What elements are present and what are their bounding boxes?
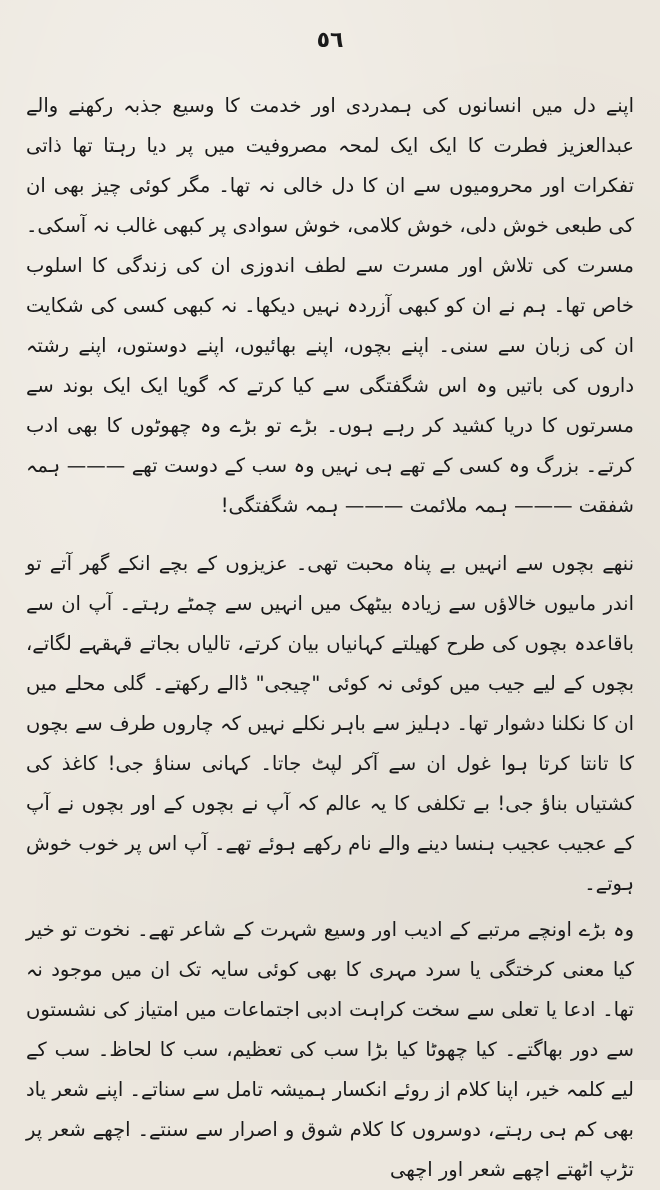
page-number: ٥٦: [316, 28, 344, 53]
paragraph-3: وہ بڑے اونچے مرتبے کے ادیب اور وسیع شہرت کے شاعر تھے۔ نخوت تو خیر کیا معنی کرختگی یا سرد مہری کا بھی کوئی سایہ تک ان میں موجود نہ تھا۔ ادعا یا تعلی سے سخت کراہت ادبی اجتماعات میں امتیاز کی نشستوں سے دور بھاگتے۔ کیا چھوٹا کیا بڑا سب کی تعظیم، سب کا لحاظ۔ سب کے لیے کلمہ خیر، اپنا کلام از روئے انکسار ہمیشہ تامل سے سناتے۔ اپنے شعر یاد بھی کم ہی رہتے، دوسروں کا کلام شوق و اصرار سے سنتے۔ اچھے شعر پر تڑپ اٹھتے اچھے شعر اور اچھی: [26, 918, 634, 1181]
page-body: [26, 86, 634, 1190]
paragraph-2: ننھے بچوں سے انہیں بے پناہ محبت تھی۔ عزیزوں کے بچے انکے گھر آتے تو اندر ماںیوں خالاؤں سے زیادہ بیٹھک میں انہیں سے چمٹے رہتے۔ آپ ان سے باقاعدہ بچوں کی طرح کھیلتے کہانیاں بیان کرتے، تالیاں بجاتے قہقہے لگاتے، بچوں کے لیے جیب میں کوئی نہ کوئی "چیجی" ڈالے رکھتے۔ گلی محلے میں ان کا نکلنا دشوار تھا۔ دہلیز سے باہر نکلے نہیں کہ چاروں طرف سے بچوں کا تانتا کرتا ہوا غول ان سے آکر لپٹ جاتا۔ کہانی سناؤ جی! کاغذ کی کشتیاں بناؤ جی! بے تکلفی کا یہ عالم کہ آپ نے بچوں کے اور بچوں نے آپ کے عجیب عجیب ہنسا دینے والے نام رکھے ہوئے تھے۔ آپ اس پر خوب خوش ہوتے۔: [26, 552, 634, 895]
paragraph-1: اپنے دل میں انسانوں کی ہمدردی اور خدمت کا وسیع جذبہ رکھنے والے عبدالعزیز فطرت کا ایک ایک لمحہ مصروفیت میں پر دیا رہتا تھا ذاتی تفکرات اور محرومیوں سے ان کا دل خالی نہ تھا۔ مگر کوئی چیز بھی ان کی طبعی خوش دلی، خوش کلامی، خوش سوادی پر کبھی غالب نہ آسکی۔ مسرت کی تلاش اور مسرت سے لطف اندوزی ان کی زندگی کا اسلوب خاص تھا۔ ہم نے ان کو کبھی آزردہ نہیں دیکھا۔ نہ کبھی کسی کی شکایت ان کی زبان سے سنی۔ اپنے بچوں، اپنے بھائیوں، اپنے دوستوں، اپنے رشتہ داروں کی باتیں وہ اس شگفتگی سے کیا کرتے کہ گویا ایک ایک بوند سے مسرتوں کا دریا کشید کر رہے ہوں۔ بڑے تو بڑے وہ چھوٹوں کا بھی ادب کرتے۔ بزرگ وہ کسی کے تھے ہی نہیں وہ سب کے دوست تھے ——— ہمہ شفقت ——— ہمہ ملائمت ——— ہمہ شگفتگی!: [26, 94, 634, 517]
